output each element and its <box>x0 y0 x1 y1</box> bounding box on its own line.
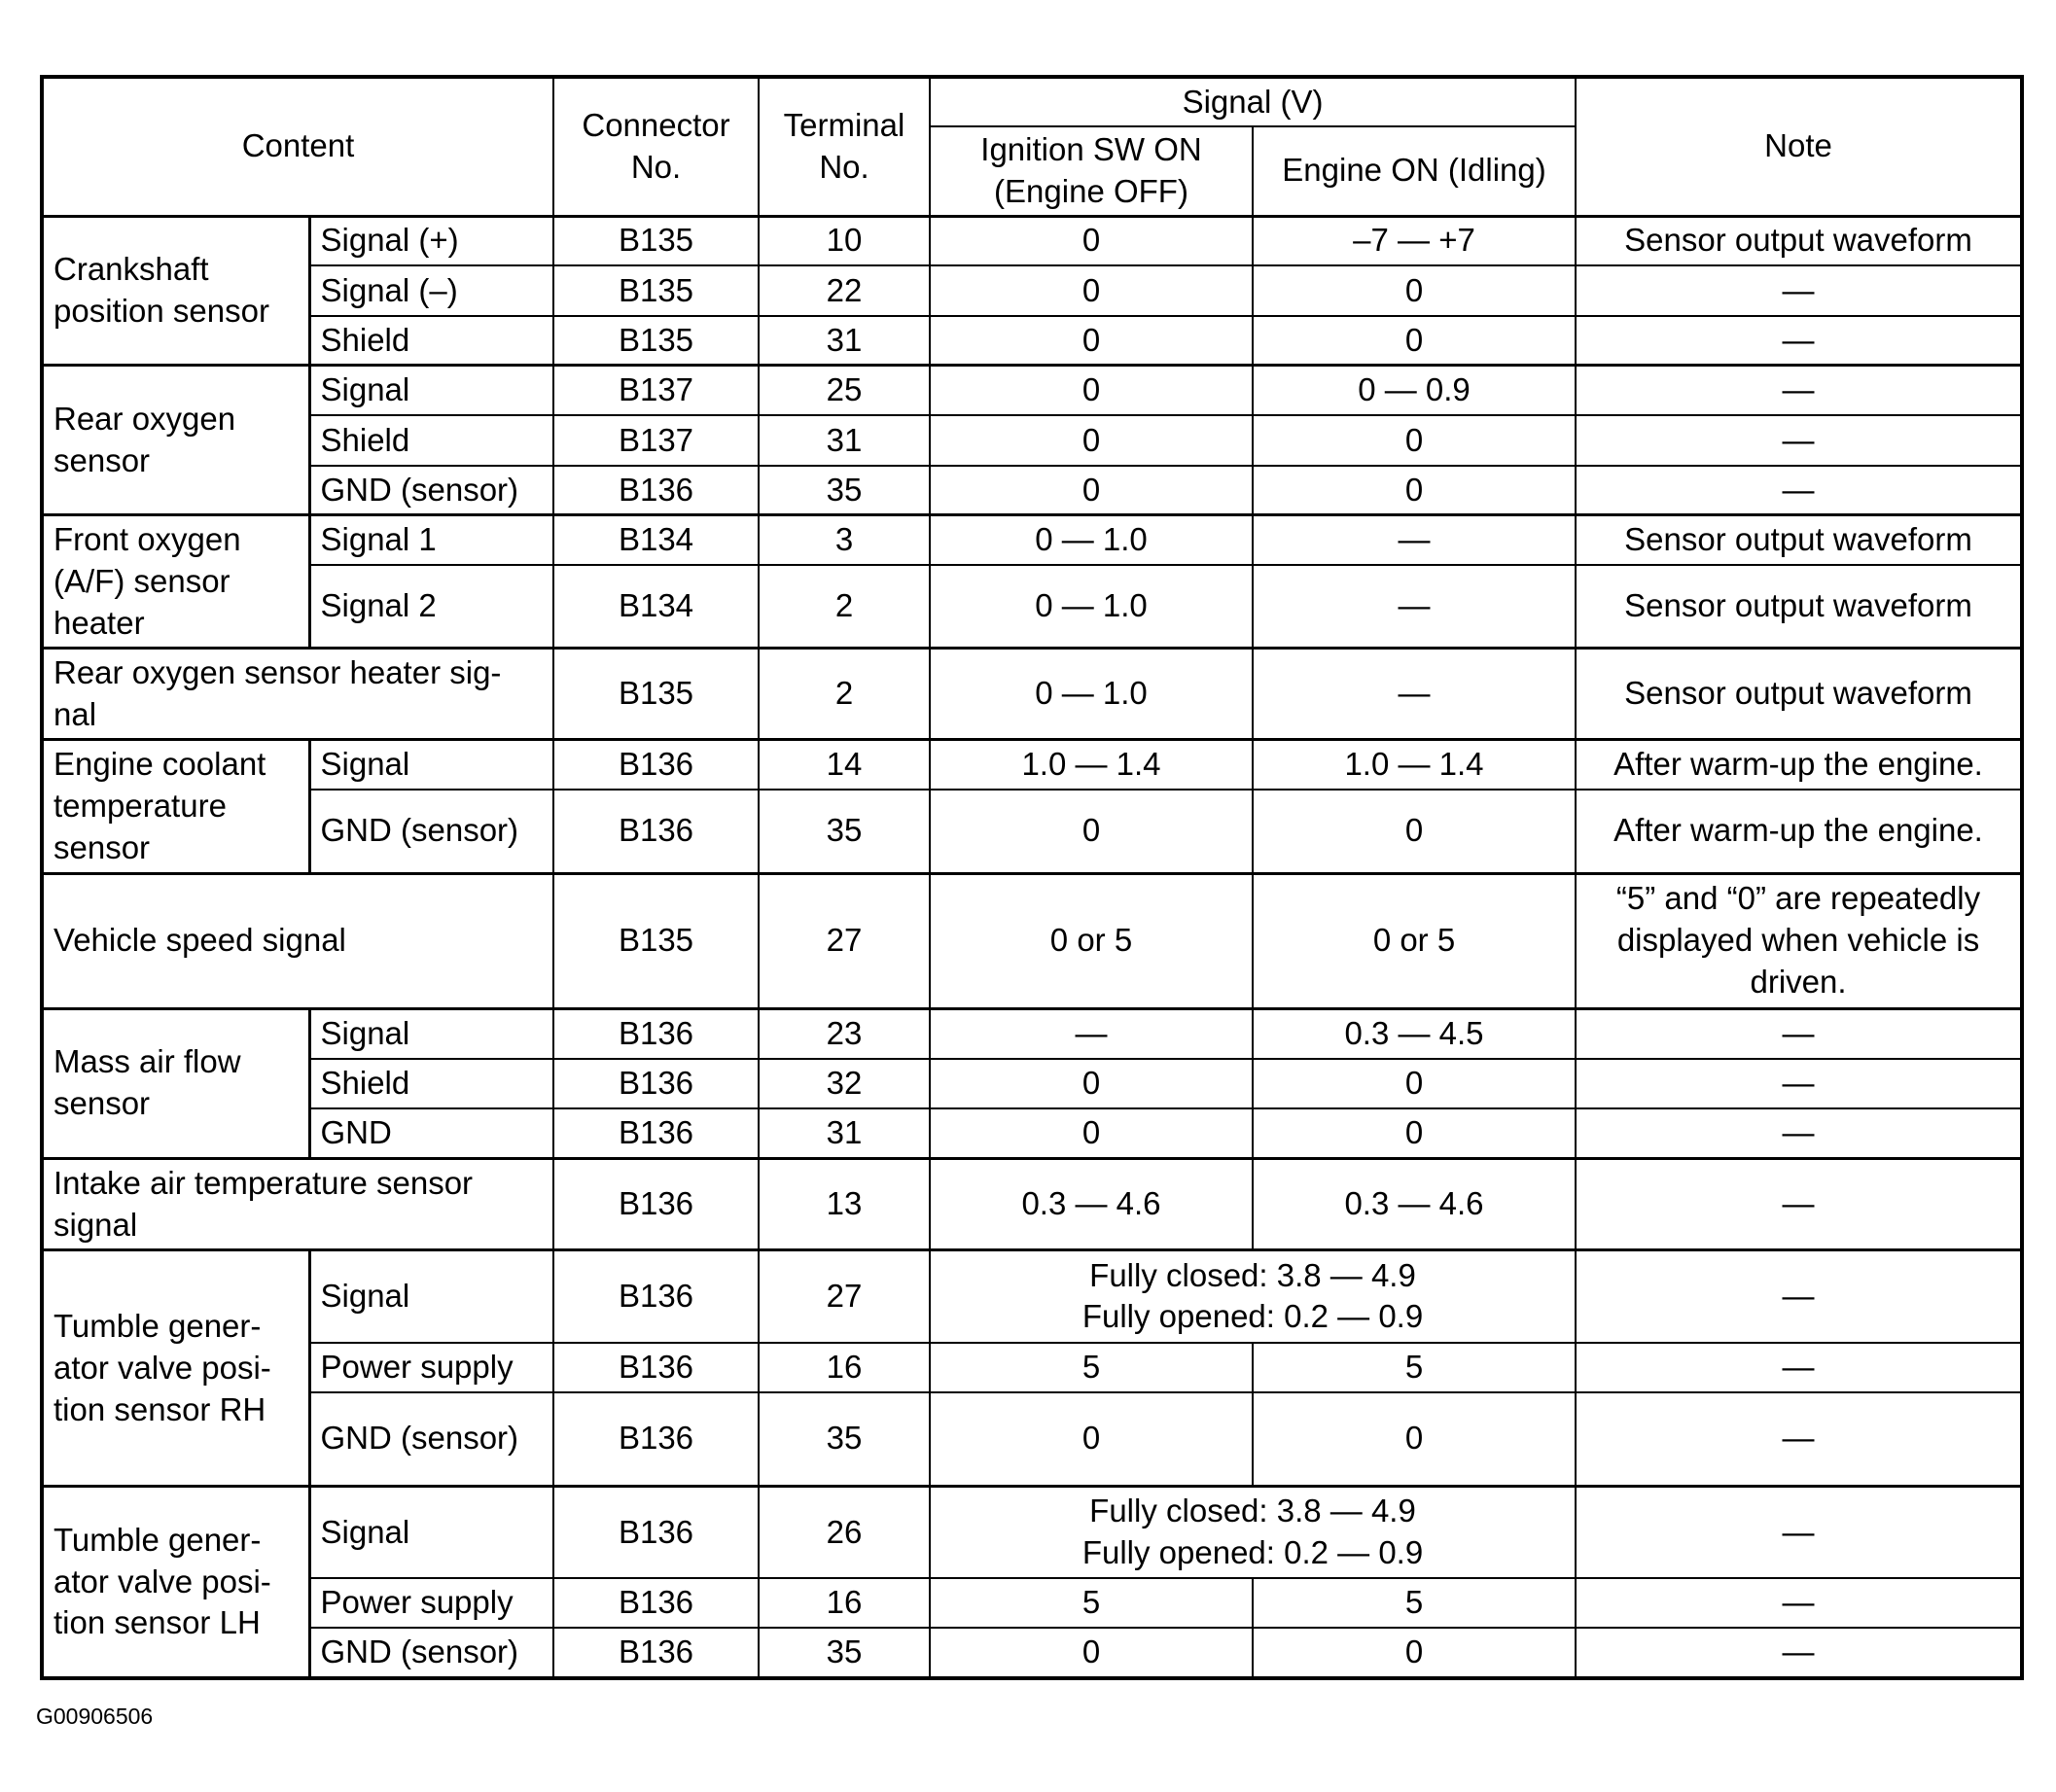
group-label: Front oxygen (A/F) sensor heater <box>42 515 309 649</box>
item-label: GND (sensor) <box>309 1392 553 1487</box>
item-label: GND (sensor) <box>309 1628 553 1678</box>
ign-on-cell: 0 <box>930 1059 1253 1108</box>
signal-merged-cell <box>930 1250 1576 1343</box>
note-cell: — <box>1576 1486 2022 1578</box>
group-label: Mass air flow sensor <box>42 1008 309 1158</box>
ign-on-cell: 0 <box>930 1628 1253 1678</box>
ign-on-cell: 0 <box>930 466 1253 515</box>
ign-on-cell: — <box>930 1008 1253 1058</box>
connector-cell: B135 <box>553 316 759 366</box>
connector-cell: B136 <box>553 1392 759 1487</box>
signal-line-closed: Fully closed: 3.8 — 4.9 <box>1089 1256 1416 1293</box>
signal-line-opened: Fully opened: 0.2 — 0.9 <box>1081 1298 1424 1335</box>
connector-cell: B136 <box>553 1250 759 1343</box>
table-row <box>42 1392 2022 1487</box>
terminal-cell: 2 <box>759 649 930 740</box>
item-label: GND (sensor) <box>309 466 553 515</box>
ign-on-cell: 0 <box>930 1108 1253 1158</box>
table-row <box>42 1486 2022 1578</box>
connector-cell: B136 <box>553 1628 759 1678</box>
terminal-cell: 10 <box>759 216 930 265</box>
ign-on-cell: 0 <box>930 790 1253 874</box>
note-cell: — <box>1576 316 2022 366</box>
eng-on-cell: 0 <box>1253 1059 1576 1108</box>
eng-on-cell: 0 <box>1253 1392 1576 1487</box>
group-label: Tumble gener-ator valve posi-tion sensor RH <box>42 1250 309 1487</box>
ign-on-cell: 0 <box>930 1392 1253 1487</box>
note-cell: — <box>1576 1578 2022 1628</box>
eng-on-cell: 5 <box>1253 1343 1576 1392</box>
connector-cell: B136 <box>553 1008 759 1058</box>
terminal-voltage-table <box>40 75 2024 1680</box>
note-cell: Sensor output waveform <box>1576 565 2022 649</box>
connector-cell: B136 <box>553 1059 759 1108</box>
table-row <box>42 415 2022 465</box>
connector-cell: B137 <box>553 366 759 415</box>
note-cell: Sensor output waveform <box>1576 515 2022 565</box>
terminal-cell: 26 <box>759 1486 930 1578</box>
connector-cell: B136 <box>553 1108 759 1158</box>
terminal-cell: 31 <box>759 316 930 366</box>
ign-on-cell: 1.0 — 1.4 <box>930 739 1253 789</box>
ign-on-cell: 0 <box>930 366 1253 415</box>
terminal-cell: 2 <box>759 565 930 649</box>
terminal-cell: 35 <box>759 790 930 874</box>
table-row <box>42 1008 2022 1058</box>
eng-on-cell: 0 <box>1253 316 1576 366</box>
eng-on-cell: 0 — 0.9 <box>1253 366 1576 415</box>
connector-cell: B136 <box>553 739 759 789</box>
table-row <box>42 316 2022 366</box>
eng-on-cell: — <box>1253 649 1576 740</box>
table-row <box>42 515 2022 565</box>
item-label: Shield <box>309 415 553 465</box>
group-label: Engine coolant temperature sensor <box>42 739 309 873</box>
terminal-cell: 13 <box>759 1158 930 1250</box>
terminal-cell: 31 <box>759 415 930 465</box>
table-row <box>42 1250 2022 1343</box>
connector-cell: B136 <box>553 1578 759 1628</box>
connector-cell: B135 <box>553 649 759 740</box>
table-row <box>42 466 2022 515</box>
group-label: Crankshaft position sensor <box>42 216 309 366</box>
item-label: Shield <box>309 1059 553 1108</box>
connector-cell: B136 <box>553 1486 759 1578</box>
ign-on-cell: 0 <box>930 265 1253 315</box>
eng-on-cell: 0 or 5 <box>1253 873 1576 1008</box>
ign-on-cell: 0 — 1.0 <box>930 515 1253 565</box>
terminal-cell: 35 <box>759 466 930 515</box>
ign-on-cell: 0 — 1.0 <box>930 649 1253 740</box>
item-label: Signal 1 <box>309 515 553 565</box>
eng-on-cell: 0 <box>1253 790 1576 874</box>
table-row <box>42 1059 2022 1108</box>
item-label: Signal (–) <box>309 265 553 315</box>
note-cell: — <box>1576 1158 2022 1250</box>
note-cell: “5” and “0” are repeatedly displayed when vehicle is driven. <box>1576 873 2022 1008</box>
item-label: Signal <box>309 739 553 789</box>
table-row <box>42 1108 2022 1158</box>
table-row <box>42 565 2022 649</box>
terminal-cell: 16 <box>759 1343 930 1392</box>
note-cell: After warm-up the engine. <box>1576 790 2022 874</box>
ign-on-cell: 0 — 1.0 <box>930 565 1253 649</box>
item-label: Signal 2 <box>309 565 553 649</box>
item-label: Signal <box>309 1008 553 1058</box>
header-ign-on: Ignition SW ON (Engine OFF) <box>930 126 1253 216</box>
connector-cell: B134 <box>553 565 759 649</box>
eng-on-cell: 0 <box>1253 265 1576 315</box>
item-label: Power supply <box>309 1343 553 1392</box>
terminal-cell: 31 <box>759 1108 930 1158</box>
item-label: GND <box>309 1108 553 1158</box>
eng-on-cell: 0.3 — 4.5 <box>1253 1008 1576 1058</box>
item-label: GND (sensor) <box>309 790 553 874</box>
connector-cell: B137 <box>553 415 759 465</box>
note-cell: — <box>1576 1250 2022 1343</box>
eng-on-cell: 1.0 — 1.4 <box>1253 739 1576 789</box>
eng-on-cell: –7 — +7 <box>1253 216 1576 265</box>
group-label: Rear oxygen sensor heater sig-nal <box>42 649 553 740</box>
terminal-cell: 27 <box>759 1250 930 1343</box>
terminal-cell: 32 <box>759 1059 930 1108</box>
table-row <box>42 649 2022 740</box>
connector-cell: B135 <box>553 216 759 265</box>
note-cell: — <box>1576 1392 2022 1487</box>
group-label: Vehicle speed signal <box>42 873 553 1008</box>
item-label: Signal (+) <box>309 216 553 265</box>
signal-merged-cell <box>930 1486 1576 1578</box>
table-row <box>42 265 2022 315</box>
table-row <box>42 1628 2022 1678</box>
figure-id-label: G00906506 <box>36 1704 154 1729</box>
header-signal-group: Signal (V) <box>930 77 1576 126</box>
eng-on-cell: 0 <box>1253 415 1576 465</box>
item-label: Signal <box>309 1250 553 1343</box>
terminal-cell: 25 <box>759 366 930 415</box>
connector-cell: B136 <box>553 1158 759 1250</box>
item-label: Shield <box>309 316 553 366</box>
note-cell: — <box>1576 1059 2022 1108</box>
connector-cell: B135 <box>553 265 759 315</box>
note-cell: — <box>1576 1343 2022 1392</box>
ign-on-cell: 0 <box>930 415 1253 465</box>
note-cell: — <box>1576 1008 2022 1058</box>
table-row <box>42 1578 2022 1628</box>
table-row <box>42 366 2022 415</box>
note-cell: Sensor output waveform <box>1576 216 2022 265</box>
terminal-cell: 23 <box>759 1008 930 1058</box>
group-label: Intake air temperature sensor signal <box>42 1158 553 1250</box>
group-label: Rear oxygen sensor <box>42 366 309 515</box>
connector-cell: B136 <box>553 790 759 874</box>
note-cell: — <box>1576 1628 2022 1678</box>
connector-cell: B136 <box>553 466 759 515</box>
item-label: Power supply <box>309 1578 553 1628</box>
terminal-cell: 22 <box>759 265 930 315</box>
ign-on-cell: 5 <box>930 1578 1253 1628</box>
terminal-cell: 35 <box>759 1628 930 1678</box>
header-content: Content <box>42 77 553 216</box>
table-row <box>42 739 2022 789</box>
header-terminal: Terminal No. <box>759 77 930 216</box>
item-label: Signal <box>309 1486 553 1578</box>
item-label: Signal <box>309 366 553 415</box>
table-row <box>42 1343 2022 1392</box>
table-row <box>42 216 2022 265</box>
ign-on-cell: 0 <box>930 316 1253 366</box>
connector-cell: B134 <box>553 515 759 565</box>
ign-on-cell: 0.3 — 4.6 <box>930 1158 1253 1250</box>
header-eng-on: Engine ON (Idling) <box>1253 126 1576 216</box>
ign-on-cell: 0 or 5 <box>930 873 1253 1008</box>
note-cell: — <box>1576 265 2022 315</box>
terminal-cell: 14 <box>759 739 930 789</box>
terminal-cell: 3 <box>759 515 930 565</box>
note-cell: — <box>1576 415 2022 465</box>
eng-on-cell: 0 <box>1253 1628 1576 1678</box>
eng-on-cell: — <box>1253 565 1576 649</box>
ign-on-cell: 5 <box>930 1343 1253 1392</box>
eng-on-cell: 0 <box>1253 466 1576 515</box>
ign-on-cell: 0 <box>930 216 1253 265</box>
table-row <box>42 1158 2022 1250</box>
signal-line-closed: Fully closed: 3.8 — 4.9 <box>1089 1493 1416 1529</box>
eng-on-cell: 5 <box>1253 1578 1576 1628</box>
note-cell: — <box>1576 1108 2022 1158</box>
header-connector: Connector No. <box>553 77 759 216</box>
terminal-cell: 16 <box>759 1578 930 1628</box>
note-cell: — <box>1576 366 2022 415</box>
table-row <box>42 790 2022 874</box>
note-cell: After warm-up the engine. <box>1576 739 2022 789</box>
eng-on-cell: 0.3 — 4.6 <box>1253 1158 1576 1250</box>
group-label: Tumble gener-ator valve posi-tion sensor LH <box>42 1486 309 1678</box>
signal-line-opened: Fully opened: 0.2 — 0.9 <box>1081 1534 1424 1571</box>
note-cell: Sensor output waveform <box>1576 649 2022 740</box>
connector-cell: B136 <box>553 1343 759 1392</box>
note-cell: — <box>1576 466 2022 515</box>
eng-on-cell: 0 <box>1253 1108 1576 1158</box>
terminal-cell: 35 <box>759 1392 930 1487</box>
table-row <box>42 873 2022 1008</box>
terminal-cell: 27 <box>759 873 930 1008</box>
eng-on-cell: — <box>1253 515 1576 565</box>
header-note: Note <box>1576 77 2022 216</box>
connector-cell: B135 <box>553 873 759 1008</box>
